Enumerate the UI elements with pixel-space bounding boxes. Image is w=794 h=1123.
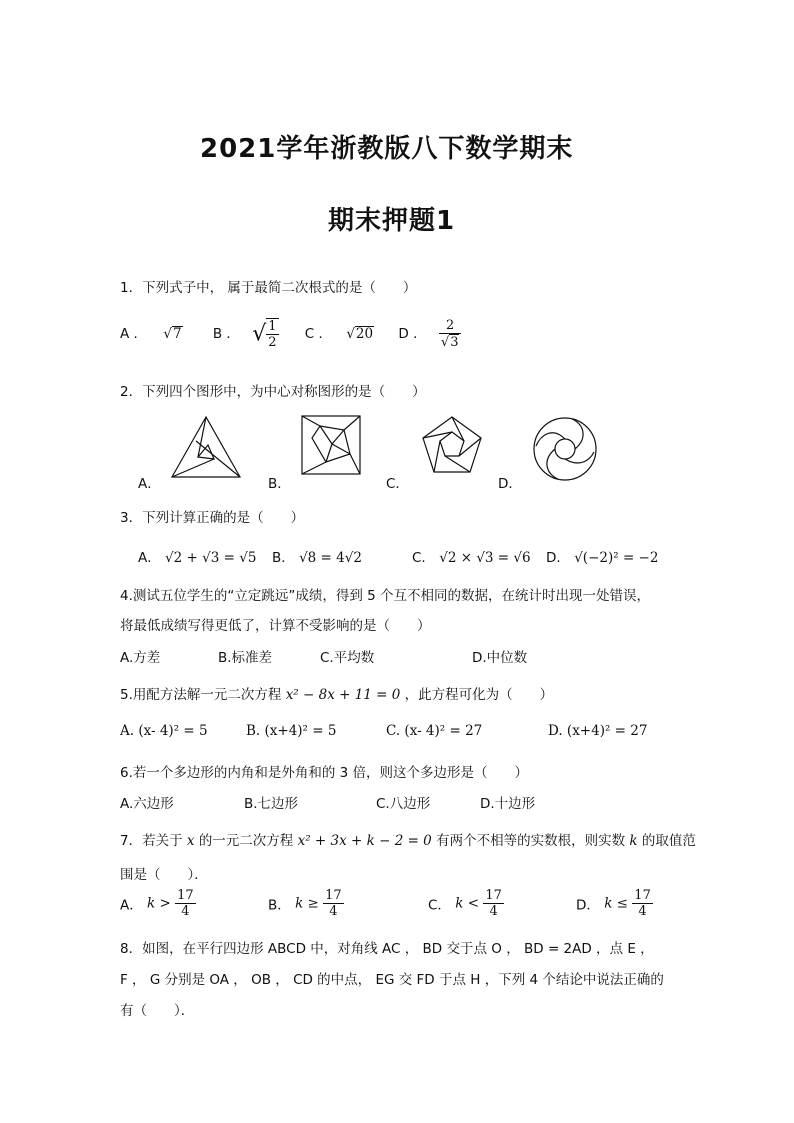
question-1-stem: 1．下列式子中， 属于最简二次根式的是（ ） <box>120 280 417 296</box>
option-a-label: A ． <box>120 326 148 342</box>
question-8-line-2: F ， G 分别是 OA ， OB ， CD 的中点， EG 交 FD 于点 H ，下列 4 个结论中说法正确的 <box>120 972 664 988</box>
option-b-denominator: 2 <box>268 335 277 350</box>
option-c-label: C． <box>428 897 451 914</box>
option-c-label: C． <box>412 550 435 566</box>
option-c: C. (x- 4)² = 27 <box>386 723 483 739</box>
page-title: 2021学年浙教版八下数学期末 <box>200 134 574 164</box>
variable-x: x <box>186 833 195 849</box>
option-a-figure <box>168 413 244 481</box>
option-c-numerator: 17 <box>485 888 502 903</box>
option-d-figure <box>532 416 598 482</box>
page-subtitle: 期末押题1 <box>328 206 456 236</box>
option-d: D.中位数 <box>472 650 528 666</box>
stem-text-mid: 的一元二次方程 <box>198 833 294 849</box>
option-b-expression: √8 = 4√2 <box>299 550 362 566</box>
option-b-label: B． <box>268 476 291 492</box>
variable-k: k <box>629 833 638 849</box>
option-b <box>268 888 344 919</box>
option-d-label: D． <box>546 550 570 566</box>
option-b <box>272 546 362 566</box>
option-d-numerator: 17 <box>634 888 651 903</box>
question-5-stem <box>120 683 553 703</box>
option-b-numerator: 17 <box>325 888 342 903</box>
question-7-line-2: 围是（ ）． <box>120 867 208 883</box>
stem-text-end: 的取值范 <box>641 833 696 849</box>
option-a: A.方差 <box>120 650 161 666</box>
option-c-label: C ． <box>304 326 333 342</box>
stem-text-end: ，此方程可化为（ ） <box>404 687 554 703</box>
option-c: C.平均数 <box>320 650 375 666</box>
option-a: A. (x- 4)² = 5 <box>120 723 208 739</box>
option-d <box>576 888 653 919</box>
option-d-relation: k ≤ <box>604 895 628 912</box>
option-c-figure <box>420 414 484 476</box>
option-d-expression: √(−2)² = −2 <box>574 550 659 566</box>
option-a <box>120 888 196 919</box>
option-b: B.标准差 <box>218 650 273 666</box>
option-a: A.六边形 <box>120 796 174 812</box>
option-b-label: B． <box>272 550 295 566</box>
option-d: D. (x+4)² = 27 <box>548 723 648 739</box>
equation: x² − 8x + 11 = 0 <box>285 687 401 703</box>
option-c <box>428 888 504 919</box>
option-b-figure <box>300 414 362 476</box>
option-c-relation: k < <box>455 895 480 912</box>
option-d <box>546 546 658 566</box>
option-a-denominator: 4 <box>175 903 196 919</box>
option-c-expression: √2 × √3 = √6 <box>439 550 531 566</box>
option-b: B.七边形 <box>244 796 299 812</box>
equation: x² + 3x + k − 2 = 0 <box>297 833 432 849</box>
option-a-expression: √2 + √3 = √5 <box>165 550 257 566</box>
option-a-label: A． <box>138 476 161 492</box>
option-d-label: D ． <box>398 326 427 342</box>
option-b-denominator: 4 <box>323 903 344 919</box>
option-c-radicand: 20 <box>355 326 374 342</box>
question-8-line-1: 8．如图，在平行四边形 ABCD 中，对角线 AC ， BD 交于点 O ， BD = 2AD ，点 E ， <box>120 941 654 957</box>
question-6-stem: 6.若一个多边形的内角和是外角和的 3 倍，则这个多边形是（ ） <box>120 765 529 781</box>
option-c-denominator: 4 <box>483 903 504 919</box>
question-2-stem: 2．下列四个图形中，为中心对称图形的是（ ） <box>120 384 426 400</box>
question-1-options: A ． √7 B ． √ $\frac{1}{2}$ C ． √20 D ． $\frac{2}{√3}$ <box>120 318 461 350</box>
stem-text: 7．若关于 <box>120 833 183 849</box>
option-a-label: A． <box>120 897 143 914</box>
question-7-line-1 <box>120 829 696 849</box>
option-b: B. (x+4)² = 5 <box>246 723 337 739</box>
option-b-label: B ． <box>212 326 240 342</box>
question-3-options <box>138 546 256 566</box>
option-d-label: D． <box>576 897 600 914</box>
option-d: D.十边形 <box>480 796 536 812</box>
option-a-relation: k > <box>147 895 171 912</box>
option-a-label: A． <box>138 550 161 566</box>
option-b-label: B． <box>268 897 291 914</box>
stem-text-post: 有两个不相等的实数根，则实数 <box>436 833 626 849</box>
question-4-line-2: 将最低成绩写得更低了，计算不受影响的是（ ） <box>120 618 431 634</box>
option-d-label: D． <box>498 476 522 492</box>
option-d-numerator: 2 <box>446 318 455 333</box>
stem-text: 5.用配方法解一元二次方程 <box>120 687 282 703</box>
question-4-line-1: 4.测试五位学生的“立定跳远”成绩，得到 5 个互不相同的数据，在统计时出现一处错误， <box>120 588 651 604</box>
option-a-numerator: 17 <box>177 888 194 903</box>
option-b-numerator: 1 <box>268 319 277 334</box>
question-8-line-3: 有（ ）． <box>120 1003 195 1019</box>
option-d-radicand: 3 <box>450 335 459 350</box>
option-c <box>412 546 531 566</box>
option-c: C.八边形 <box>376 796 431 812</box>
option-b-relation: k ≥ <box>295 895 319 912</box>
question-3-stem: 3．下列计算正确的是（ ） <box>120 510 305 526</box>
option-c-label: C． <box>386 476 409 492</box>
option-d-denominator: 4 <box>632 903 653 919</box>
option-a-radicand: 7 <box>172 326 182 342</box>
